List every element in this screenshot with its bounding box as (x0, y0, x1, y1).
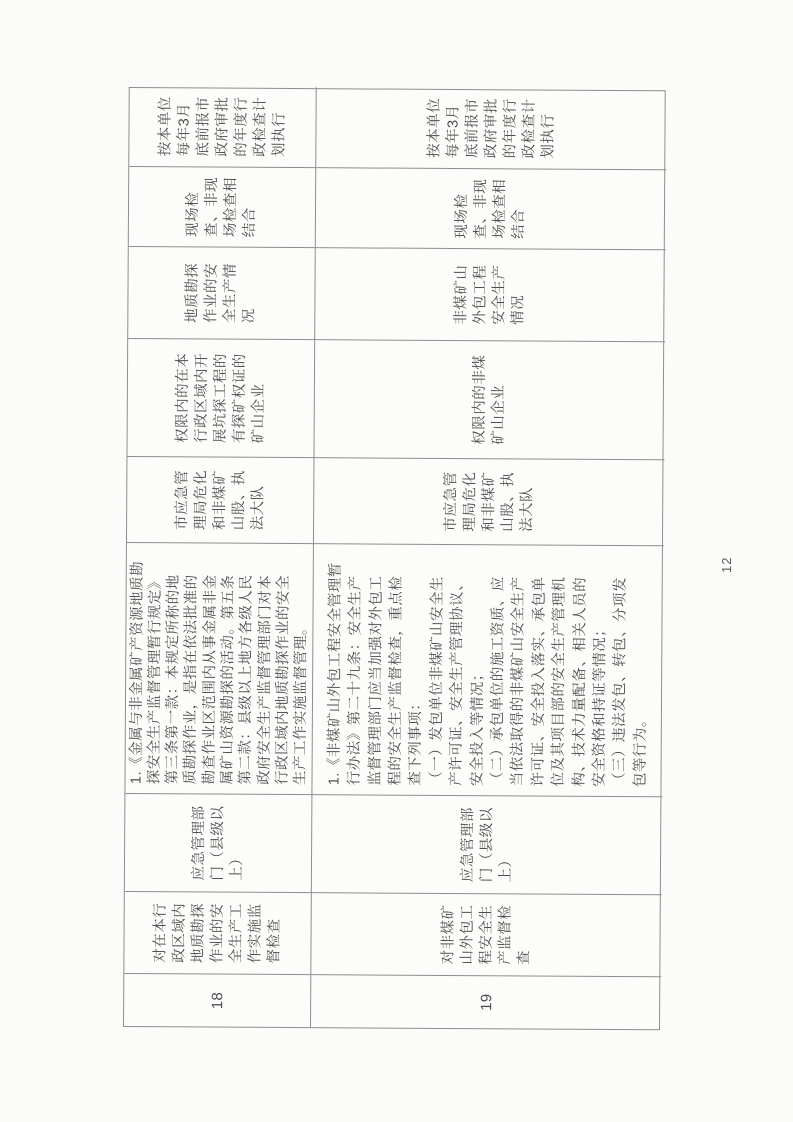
row18-dept-cell: 市应急管 理局危化 和非煤矿 山股、执 法大队 (127, 456, 315, 543)
row19-target-cell: 权限内的非煤 矿山企业 (314, 339, 665, 459)
page-number: 12 (719, 556, 734, 573)
inspection-items-table (123, 87, 666, 1030)
row18-target-cell: 权限内的在本 行政区域内开 展坑探工程的 有探矿权证的 矿山企业 (127, 338, 315, 457)
row19-method-cell: 现场检 查、非现 场检查相 结合 (316, 167, 666, 249)
row18-method-cell: 现场检 查、非现 场检查相 结合 (129, 166, 316, 247)
row19-frequency-cell: 按本单位 每年3月 底前报市 政府审批 的年度行 政检查计 划执行 (425, 97, 557, 159)
row18-content-cell: 地质勘探 作业的安 全生产情 况 (128, 246, 316, 339)
row19-content-cell: 非煤矿山 外包工程 安全生产 情况 (315, 247, 666, 341)
row18-agency-cell: 应急管理部 门（县级以 上） (125, 793, 313, 892)
row18-seq-cell: 18 (124, 973, 311, 1027)
row19-agency-cell: 应急管理部 门（县级以 上） (312, 794, 663, 894)
row19-seq-cell: 19 (311, 974, 661, 1029)
row19-basis-cell: 1.《非煤矿山外包工程安全管理暂 行办法》第二十九条：安全生产 监督管理部门应当加强对外包工 程的安全生产监督检查，重点检 查下列事项： （一）发包单位非煤矿山安全生 产许可证、安全生产管理协议、 安全投入等情况； （二）承包单位的施工资质、应 当依法取得的非煤矿山安全生产 许可证、安全投入落实、承包单 位及其项目部的安全生产管理机 构、技术力量配备、相关人员的 安全资格和持证等情况； （三）违法发包、转包、分项发 包等行为。 (312, 543, 664, 796)
row19-dept-cell: 市应急管 理局危化 和非煤矿 山股、执 法大队 (314, 457, 665, 545)
row18-basis-cell: 1.《金属与非金属矿产资源地质勘 探安全生产监督管理暂行规定》 第三条第一款：本规定所称的地 质勘探作业，是指在依法批准的 勘查作业区范围内从事金属非金 属矿山资源勘探的活动。第五条 第二款：县级以上地方各级人民 政府安全生产监督管理部门对本 行政区域内地质勘探作业的安全 生产工作实施监督管理。 (125, 542, 314, 794)
row19-item-cell: 对非煤矿 山外包工 程安全生 产监督检 查 (311, 892, 661, 976)
row18-item-cell: 对在本行 政区域内 地质勘探 作业的安 全生产工 作实施监 督检查 (124, 891, 311, 974)
row18-frequency-cell: 按本单位 每年3月 底前报市 政府审批 的年度行 政检查计 划执行 (129, 86, 316, 167)
